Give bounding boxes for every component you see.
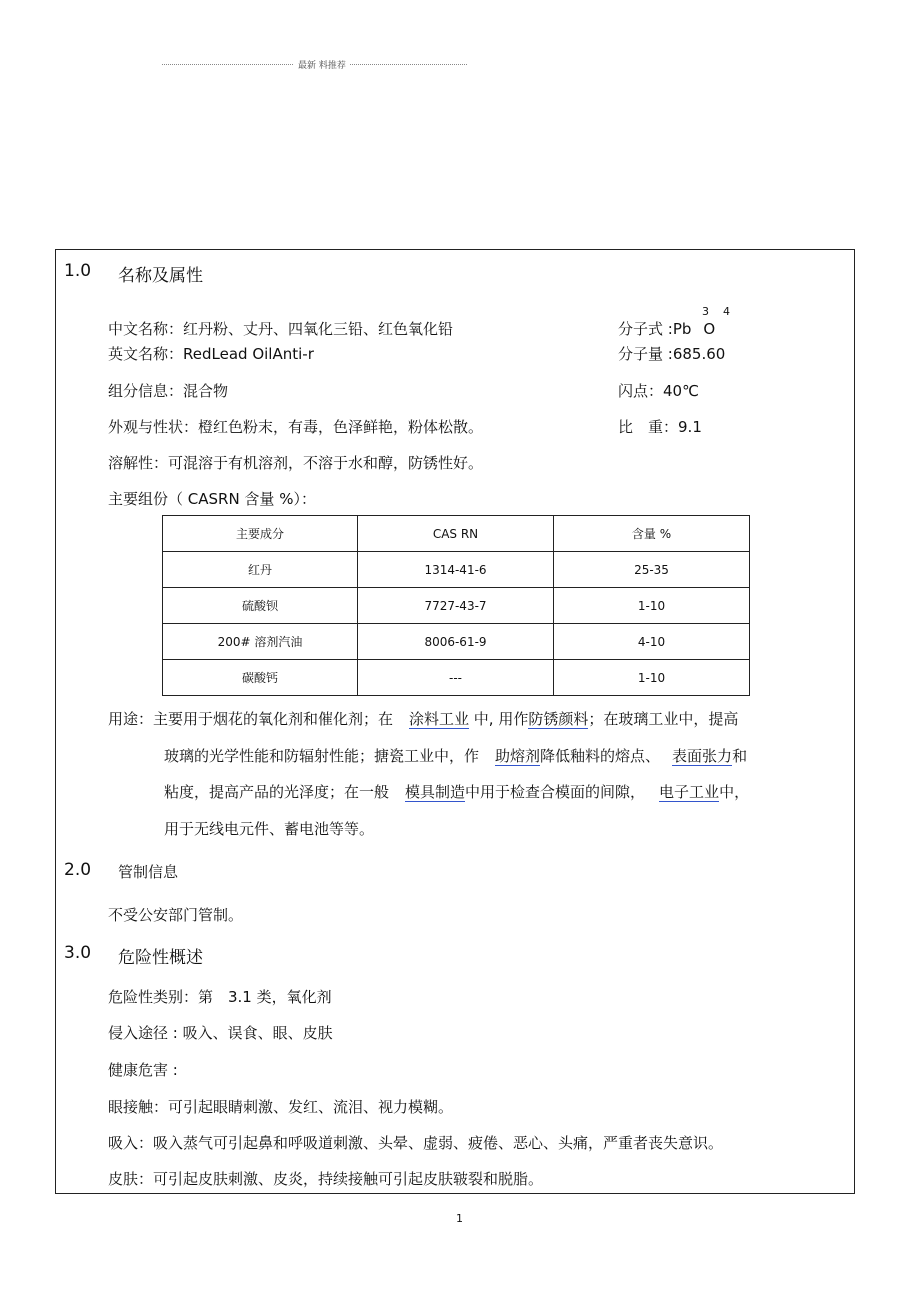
flash-point-label: 闪点：: [618, 382, 664, 400]
usage-text: 中用于检查合模面的间隙，: [465, 783, 646, 801]
solubility-row: [108, 452, 483, 473]
table-row: [163, 588, 750, 624]
table-cell: 7727-43-7: [358, 588, 554, 624]
formula-subscript-4: 4: [723, 305, 730, 318]
molecular-weight-label: 分子量 :: [618, 345, 673, 363]
composition-label: 组分信息：: [108, 382, 184, 400]
table-row: [163, 624, 750, 660]
appearance-value: 橙红色粉末，有毒，色泽鲜艳，粉体松散。: [198, 418, 484, 436]
eye-contact: 眼接触：可引起眼睛刺激、发红、流泪、视力模糊。: [108, 1098, 454, 1116]
usage-text: 粘度，提高产品的光泽度；在一般: [164, 783, 390, 801]
usage-text: 中，: [719, 783, 750, 801]
density-label: 比 重：: [618, 418, 679, 436]
density-row: [618, 416, 702, 437]
section-3-title: 危险性概述: [118, 948, 203, 968]
table-cell: 1-10: [554, 588, 750, 624]
usage-line-3: [164, 781, 749, 802]
section-1-title: 名称及属性: [118, 266, 203, 286]
usage-text: 中, 用作: [469, 710, 529, 728]
flash-point-row: [618, 380, 699, 401]
table-cell: 硫酸钡: [163, 588, 358, 624]
usage-link-mold-making[interactable]: 模具制造: [405, 783, 466, 801]
formula-label: 分子式 :Pb: [618, 320, 692, 338]
usage-line-1: [108, 708, 738, 729]
chinese-name-value: 红丹粉、丈丹、四氧化三铅、红色氧化铅: [183, 320, 454, 338]
table-row: [163, 552, 750, 588]
molecular-weight-row: [618, 343, 725, 364]
flash-point-value: 40℃: [663, 382, 699, 400]
solubility-label: 溶解性：: [108, 454, 169, 472]
table-cell: 红丹: [163, 552, 358, 588]
chinese-name-label: 中文名称：: [108, 320, 184, 338]
exposure-route: 侵入途径 : 吸入、误食、眼、皮肤: [108, 1024, 333, 1042]
table-header-cell: 含量 %: [554, 516, 750, 552]
table-cell: 25-35: [554, 552, 750, 588]
section-1-number: 1.0: [64, 261, 92, 281]
table-cell: 1314-41-6: [358, 552, 554, 588]
density-value: 9.1: [678, 418, 702, 436]
usage-link-flux[interactable]: 助熔剂: [495, 747, 541, 765]
section-3-number: 3.0: [64, 943, 92, 963]
usage-link-electronics[interactable]: 电子工业: [659, 783, 720, 801]
formula-oxygen: O: [703, 320, 716, 338]
table-header-row: [163, 516, 750, 552]
usage-text: 玻璃的光学性能和防辐射性能；搪瓷工业中，作: [164, 747, 480, 765]
skin-contact: 皮肤：可引起皮肤刺激、皮炎，持续接触可引起皮肤皲裂和脱脂。: [108, 1170, 544, 1188]
control-info-text: 不受公安部门管制。: [108, 906, 244, 924]
appearance-label: 外观与性状：: [108, 418, 199, 436]
components-table: [162, 515, 750, 696]
table-cell: 碳酸钙: [163, 660, 358, 696]
table-cell: 200# 溶剂汽油: [163, 624, 358, 660]
english-name-label: 英文名称：: [108, 345, 184, 363]
usage-text: 和: [732, 747, 748, 765]
chinese-name-row: [108, 318, 453, 339]
solubility-value: 可混溶于有机溶剂，不溶于水和醇，防锈性好。: [168, 454, 484, 472]
table-cell: 8006-61-9: [358, 624, 554, 660]
appearance-row: [108, 416, 483, 437]
table-cell: 1-10: [554, 660, 750, 696]
usage-link-coatings[interactable]: 涂料工业: [409, 710, 470, 728]
table-row: [163, 660, 750, 696]
inhalation: 吸入：吸入蒸气可引起鼻和呼吸道刺激、头晕、虚弱、疲倦、恶心、头痛，严重者丧失意识。: [108, 1134, 724, 1152]
english-name-value: RedLead OilAnti-r: [183, 345, 314, 363]
section-2-number: 2.0: [64, 860, 92, 880]
main-components-label: 主要组份（ CASRN 含量 %）：: [108, 490, 316, 508]
molecular-weight-value: 685.60: [672, 345, 726, 363]
page-number: 1: [456, 1212, 463, 1225]
header-title: 最新 料推荐: [294, 58, 350, 71]
health-hazard-label: 健康危害 :: [108, 1061, 178, 1079]
usage-text: 用途：主要用于烟花的氧化剂和催化剂；在: [108, 710, 394, 728]
usage-link-anticorrosive-pigment[interactable]: 防锈颜料: [528, 710, 589, 728]
table-cell: ---: [358, 660, 554, 696]
composition-value: 混合物: [183, 382, 229, 400]
usage-link-surface-tension[interactable]: 表面张力: [672, 747, 733, 765]
usage-text: 降低釉料的熔点、: [540, 747, 661, 765]
usage-text: ；在玻璃工业中，提高: [588, 710, 739, 728]
table-cell: 4-10: [554, 624, 750, 660]
usage-line-4: 用于无线电元件、蓄电池等等。: [164, 820, 375, 838]
table-header-cell: 主要成分: [163, 516, 358, 552]
hazard-category: 危险性类别：第 3.1 类，氧化剂: [108, 988, 332, 1006]
composition-row: [108, 380, 228, 401]
table-header-cell: CAS RN: [358, 516, 554, 552]
usage-line-2: [164, 745, 747, 766]
english-name-row: [108, 343, 314, 364]
formula-row: [618, 318, 715, 339]
section-2-title: 管制信息: [118, 863, 179, 881]
formula-subscript-3: 3: [702, 305, 709, 318]
